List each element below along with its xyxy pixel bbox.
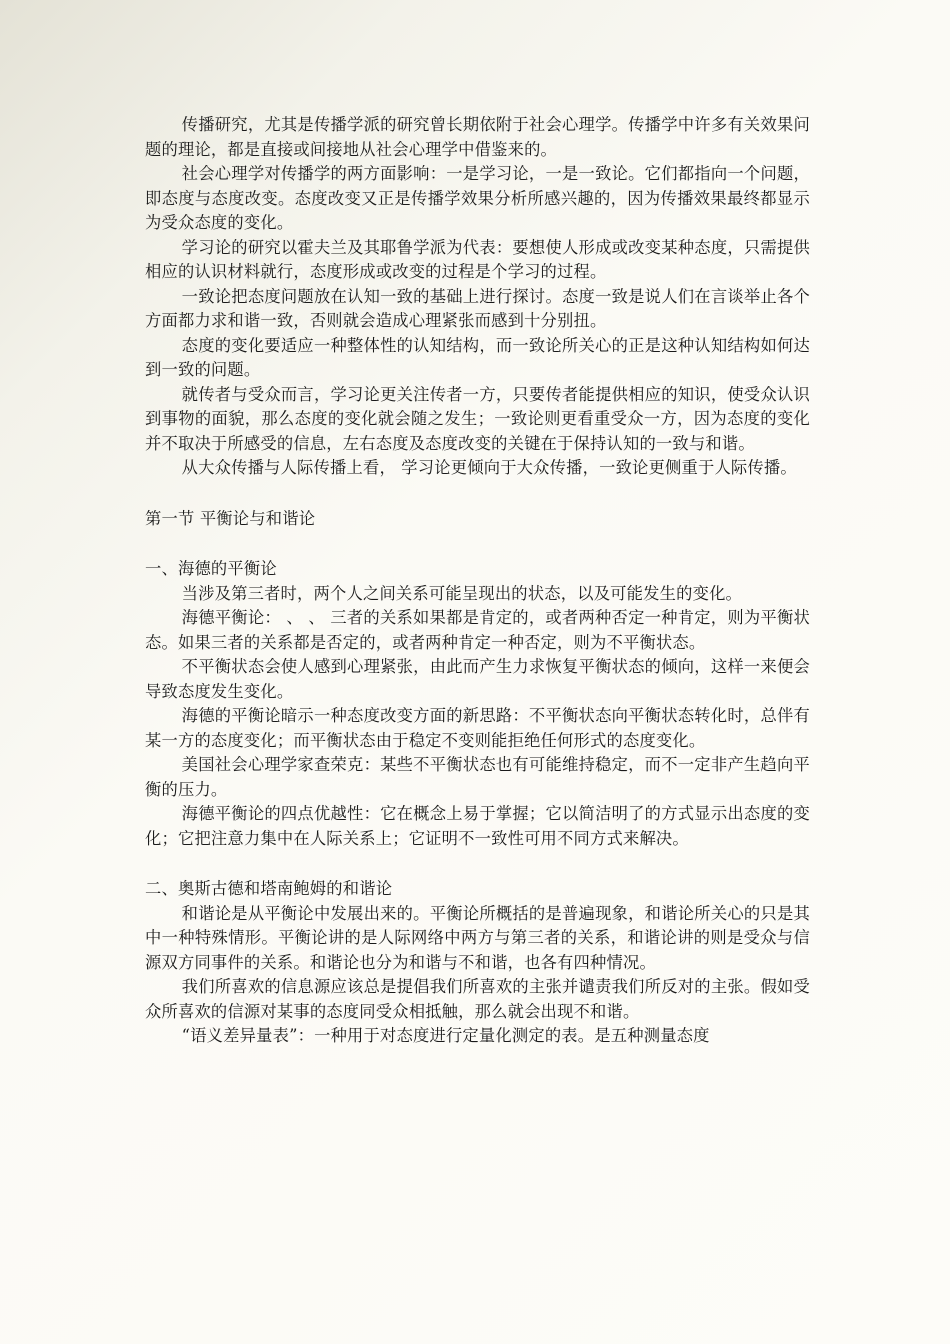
body-paragraph: 海德的平衡论暗示一种态度改变方面的新思路：不平衡状态向平衡状态转化时，总伴有某一方的态度变化；而平衡状态由于稳定不变则能拒绝任何形式的态度变化。 bbox=[145, 706, 810, 750]
spacer bbox=[145, 851, 810, 877]
intro-paragraph: 一致论把态度问题放在认知一致的基础上进行探讨。态度一致是说人们在言谈举止各个方面都力求和谐一致，否则就会造成心理紧张而感到十分别扭。 bbox=[145, 286, 810, 330]
intro-paragraph: 传播研究，尤其是传播学派的研究曾长期依附于社会心理学。传播学中许多有关效果问题的理论，都是直接或间接地从社会心理学中借鉴来的。 bbox=[145, 115, 810, 159]
intro-paragraph: 从大众传播与人际传播上看， 学习论更倾向于大众传播，一致论更侧重于人际传播。 bbox=[181, 458, 797, 477]
intro-paragraph: 态度的变化要适应一种整体性的认知结构，而一致论所关心的正是这种认知结构如何达到一致的问题。 bbox=[145, 335, 810, 379]
body-paragraph: 不平衡状态会使人感到心理紧张，由此而产生力求恢复平衡状态的倾向，这样一来便会导致态度发生变化。 bbox=[145, 657, 810, 701]
intro-paragraph: 社会心理学对传播学的两方面影响：一是学习论，一是一致论。它们都指向一个问题，即态度与态度改变。态度改变又正是传播学效果分析所感兴趣的，因为传播效果最终都显示为受众态度的变化。 bbox=[145, 164, 810, 232]
body-paragraph: 我们所喜欢的信息源应该总是提倡我们所喜欢的主张并谴责我们所反对的主张。假如受众所喜欢的信源对某事的态度同受众相抵触，那么就会出现不和谐。 bbox=[145, 977, 810, 1021]
body-paragraph: 海德平衡论： 、 、 三者的关系如果都是肯定的，或者两种否定一种肯定，则为平衡状态。如果三者的关系都是否定的，或者两种肯定一种否定，则为不平衡状态。 bbox=[145, 608, 810, 652]
intro-paragraph: 学习论的研究以霍夫兰及其耶鲁学派为代表：要想使人形成或改变某种态度，只需提供相应的认识材料就行，态度形成或改变的过程是个学习的过程。 bbox=[145, 237, 810, 281]
subsection-title: 一、海德的平衡论 bbox=[145, 559, 277, 578]
body-paragraph: 海德平衡论的四点优越性：它在概念上易于掌握；它以简洁明了的方式显示出态度的变化；它把注意力集中在人际关系上；它证明不一致性可用不同方式来解决。 bbox=[145, 804, 810, 848]
spacer bbox=[145, 481, 810, 507]
body-paragraph: 美国社会心理学家查荣克：某些不平衡状态也有可能维持稳定，而不一定非产生趋向平衡的压力。 bbox=[145, 755, 810, 799]
spacer bbox=[145, 531, 810, 557]
document-page bbox=[145, 113, 810, 1049]
subsection-title: 二、奥斯古德和塔南鲍姆的和谐论 bbox=[145, 879, 393, 898]
body-paragraph: “语义差异量表”：一种用于对态度进行定量化测定的表。是五种测量态度 bbox=[181, 1026, 710, 1045]
intro-paragraph: 就传者与受众而言，学习论更关注传者一方，只要传者能提供相应的知识，使受众认识到事物的面貌，那么态度的变化就会随之发生；一致论则更看重受众一方，因为态度的变化并不取决于所感受的信息，左右态度及态度改变的关键在于保持认知的一致与和谐。 bbox=[145, 384, 810, 453]
section-title: 第一节 平衡论与和谐论 bbox=[145, 508, 316, 528]
body-paragraph: 和谐论是从平衡论中发展出来的。平衡论所概括的是普遍现象，和谐论所关心的只是其中一种特殊情形。平衡论讲的是人际网络中两方与第三者的关系，和谐论讲的则是受众与信源双方同事件的关系。和谐论也分为和谐与不和谐，也各有四种情况。 bbox=[145, 903, 810, 972]
body-paragraph: 当涉及第三者时，两个人之间关系可能呈现出的状态，以及可能发生的变化。 bbox=[181, 583, 743, 603]
